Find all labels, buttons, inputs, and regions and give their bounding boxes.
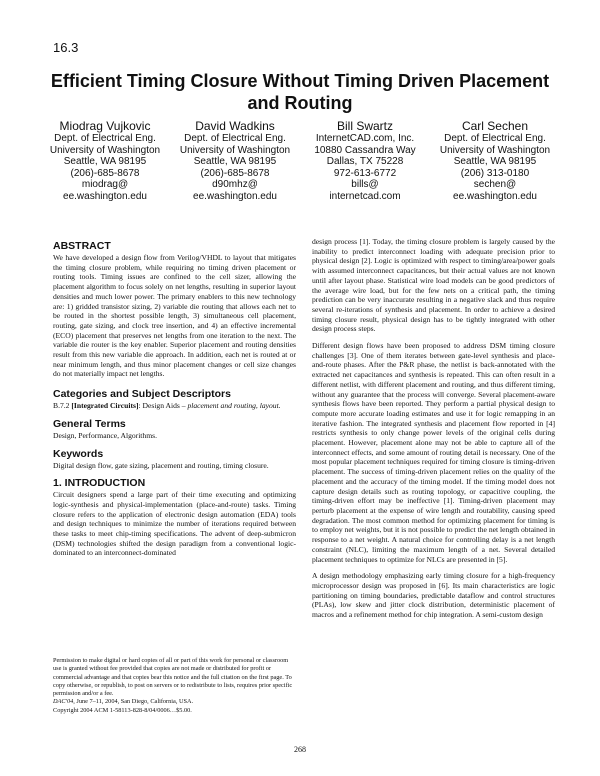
author-phone: (206) 313-0180 [460,167,530,179]
author-phone: (206)-685-8678 [70,167,140,179]
author-2 [170,119,300,202]
author-affiliation: University of Washington [439,144,551,156]
author-phone: 972-613-6772 [333,167,397,179]
body-paragraph: Different design flows have been proposed to address DSM timing closure challenges [3]. One of them iterates between gate-level synthesis and place-and-route phases. After the P&R phase, the netlist is back-annotated with the extracted net capacitances and synthesis is repeated. This can often result in a different netlist, with different placement and routing, and thus different timing, without any guarantee that the process will converge. Several placement-aware synthesis flows have been reported. They perform a partial physical design to compute more accurate loading estimates and use it for logic remapping in an iterative fashion. The integrated synthesis and placement flow reported in [4] restricts synthesis to only change power levels of the original cells during placement. However, placement alone may not be able to capture all of the interconnect effects, and some amount of routing detail is necessary. One of the most popular placement techniques required for timing closure is timing-driven placement. The success of timing-driven placement relies on the quality of the placement and the accuracy of the timing model. If the timing model does not capture design details such as routing topology, or capacitive coupling, the timing-driven effort may be ineffective [1]. Timing-driven placement may perturb placement at the expense of wire length and routability, causing speed degradation. The most common method for optimizing placement for timing is to employ net weights, but it is not possible to predict the net length obtained in response to a net weight. A natural choice for controlling delay is a net length constraint (NLC), limiting the maximum length of a net. Several detailed placement techniques to optimize for NLCs are presented in [5]. [312,341,555,564]
author-email: bills@ [351,179,379,190]
body-paragraph: A design methodology emphasizing early timing closure for a high-frequency microprocessor design was proposed in [6]. Its main characteristics are logic partitioning on timing boundaries, predictable dataflow and control structures (PLAs), low skew and jitter clock distribution, deterministic placement of macros and a refinement method for chip integration. A semi-custom design [312,571,555,620]
introduction-heading: 1. INTRODUCTION [53,477,146,490]
author-3 [300,119,430,202]
author-email-domain: ee.washington.edu [193,190,277,202]
author-affiliation: InternetCAD.com, Inc. [315,133,415,144]
author-affiliation: Dept. of Electrical Eng. [54,133,156,144]
categories-text: B.7.2 [Integrated Circuits]: Design Aids – placement and routing, layout. [53,401,281,411]
conference-line: DAC'04, June 7–11, 2004, San Diego, California, USA. [53,698,194,706]
general-terms-text: Design, Performance, Algorithms. [53,430,157,440]
author-phone: (206)-685-8678 [200,167,270,179]
author-1 [40,119,170,202]
author-name: Miodrag Vujkovic [59,119,151,133]
author-4 [430,119,560,202]
permission-notice [53,657,296,715]
body-paragraph: design process [1]. Today, the timing closure problem is largely caused by the inability to predict interconnect loading with adequate precision prior to physical design [2]. Logic is optimized with respect to timing/area/power goals with assumed interconnect capacitances, but their actual values are not known until after layout phase. Statistical wire load models can be good predictors of the average wire load, but for the few nets on a critical path, the timing prediction can be very inaccurate resulting in a negative slack and thus require several re-iterations of synthesis and placement. In order to achieve a desired timing closure result, physical design has to be tightly integrated with other design process steps. [312,237,555,334]
author-affiliation: Dept. of Electrical Eng. [184,133,286,144]
author-email: d90mhz@ [212,179,258,190]
author-affiliation: Dept. of Electrical Eng. [444,133,546,144]
author-block [40,119,560,202]
abstract-heading: ABSTRACT [53,240,111,252]
author-email-domain: ee.washington.edu [453,190,537,202]
keywords-heading: Keywords [53,447,104,460]
author-name: Bill Swartz [336,119,393,133]
author-address: Dallas, TX 75228 [326,156,404,167]
categories-heading: Categories and Subject Descriptors [53,388,231,401]
left-column [53,240,296,558]
author-email: miodrag@ [81,179,129,190]
author-address: Seattle, WA 98195 [63,156,147,167]
author-email-domain: internetcad.com [329,190,401,202]
page-number: 268 [294,745,306,754]
author-affiliation: University of Washington [179,144,291,156]
permission-text: Permission to make digital or hard copies of all or part of this work for personal or classroom use is granted without fee provided that copies are not made or distributed for profit or commercial advantage and that copies bear this notice and the full citation on the first page. To copy otherwise, or republish, to post on servers or to redistribute to lists, requires prior specific permission and/or a fee. [53,657,293,698]
paper-title: Efficient Timing Closure Without Timing Driven Placement and Routing [50,71,550,113]
author-address: Seattle, WA 98195 [193,156,277,167]
author-name: Carl Sechen [461,119,529,133]
right-column [312,237,555,620]
keywords-text: Digital design flow, gate sizing, placement and routing, timing closure. [53,460,269,470]
author-email-domain: ee.washington.edu [63,190,147,202]
author-name: David Wadkins [195,119,275,133]
copyright-line: Copyright 2004 ACM 1-58113-828-8/04/0006…$5.00. [53,706,192,714]
session-number: 16.3 [53,40,79,55]
author-email: sechen@ [473,179,517,190]
abstract-text: We have developed a design flow from Verilog/VHDL to layout that mitigates the timing closure problem, while requiring no timing driven placement or routing tools. Timing issues are confined to the cell sizer, allowing the placement algorithm to focus solely on net lengths, resulting in superior layout densities and much lower power. The primary enablers to this new technology are: 1) gridded transistor sizing, 2) variable die routing that allows each net to be routed in the shortest possible length, 3) simultaneous cell placement, routing, gate sizing, and clock tree insertion, and 4) an effective incremental (ECO) placement that preserves net lengths from one iteration to the next. The variable die router is the key enabler. Superior placement and routing densities result from this new variable die approach. In addition, each net is routed at or near minimum length, and thus minor placement changes or cell size changes do not materially impact net lengths. [53,253,296,379]
author-address: Seattle, WA 98195 [453,156,537,167]
author-affiliation: 10880 Cassandra Way [314,144,416,156]
introduction-text: Circuit designers spend a large part of their time executing and optimizing logic-synthesis and physical-implementation (place-and-route) tasks. Timing closure refers to the application of electronic design automation (EDA) tools and design techniques to minimize the number of iterations required between these tasks to meet chip-timing specifications. The advent of deep-submicron (DSM) technologies shifted the design paradigm from a conventional logic-dominated to an interconnect-dominated [53,490,296,558]
author-affiliation: University of Washington [49,144,161,156]
general-terms-heading: General Terms [53,417,126,430]
